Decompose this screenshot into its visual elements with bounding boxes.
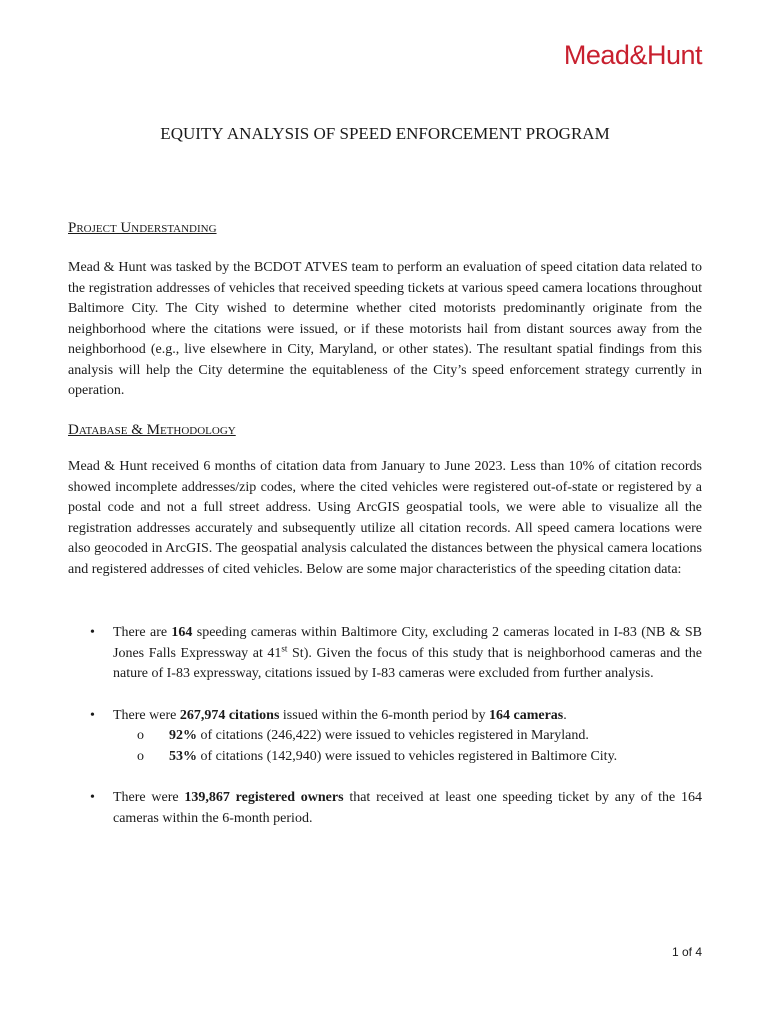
database-methodology-heading: Database & Methodology bbox=[68, 422, 236, 438]
database-methodology-paragraph: Mead & Hunt received 6 months of citation data from January to June 2023. Less than 10% of citation records showed incomplete addresses/zip codes, where the cited vehicles were registered out-of-state or registered by a postal code and not a full street address. Using ArcGIS geospatial tools, we were able to visualize all the registration addresses accurately and subsequently utilize all citation records. All speed camera locations were also geocoded in ArcGIS. The geospatial analysis calculated the distances between the physical camera locations and registered addresses of cited vehicles. Below are some major characteristics of the speeding citation data: bbox=[68, 459, 702, 577]
list-item: • There were 139,867 registered owners that received at least one speeding ticket by any of the 164 cameras within the 6-month period. bbox=[90, 790, 703, 826]
bullet-icon: • bbox=[90, 707, 95, 723]
logo-hunt: Hunt bbox=[646, 40, 702, 70]
bullet-icon: • bbox=[90, 625, 95, 640]
list-item: • There were 267,974 citations issued within the 6-month period by 164 cameras. o 92% of citations (246,422) were issued to vehicles registered in Maryland. o 53% of citations (142,940) were issued to vehicles registered in Baltimore City. bbox=[68, 706, 702, 768]
project-understanding-heading: Project Understanding bbox=[68, 220, 217, 236]
sub-bullet-icon: o bbox=[137, 748, 144, 764]
mead-hunt-logo bbox=[564, 40, 702, 71]
logo-mead: Mead bbox=[563, 40, 630, 70]
list-item: • There are 164 speeding cameras within Baltimore City, excluding 2 cameras located in I-83 (NB & SB Jones Falls Expressway at 41st St). Given the focus of this study that is neighborhood cameras and the nature of I-83 expressway, citations issued by I-83 cameras were excluded from further analysis. bbox=[90, 625, 702, 681]
document-title: EQUITY ANALYSIS OF SPEED ENFORCEMENT PROGRAM bbox=[160, 124, 610, 143]
bullet-icon: • bbox=[90, 790, 95, 805]
page-number: 1 of 4 bbox=[671, 945, 702, 959]
characteristics-list bbox=[68, 623, 702, 829]
sub-bullet-icon: o bbox=[137, 728, 144, 743]
sub-list-item: o 53% of citations (142,940) were issued to vehicles registered in Baltimore City. bbox=[113, 747, 702, 768]
logo-ampersand: & bbox=[629, 40, 647, 70]
sub-list bbox=[113, 726, 702, 767]
project-understanding-paragraph: Mead & Hunt was tasked by the BCDOT ATVES team to perform an evaluation of speed citation data related to the registration addresses of vehicles that received speeding tickets at various speed camera locations throughout Baltimore City. The City wished to determine whether cited motorists predominantly originate from the neighborhood where the citations were issued, or if these motorists hail from distant sources away from the neighborhood (e.g., live elsewhere in City, Maryland, or other states). The resultant spatial findings from this analysis will help the City determine the equitableness of the City’s speed enforcement strategy currently in operation. bbox=[68, 260, 702, 398]
sub-list-item: o 92% of citations (246,422) were issued to vehicles registered in Maryland. bbox=[113, 726, 702, 747]
